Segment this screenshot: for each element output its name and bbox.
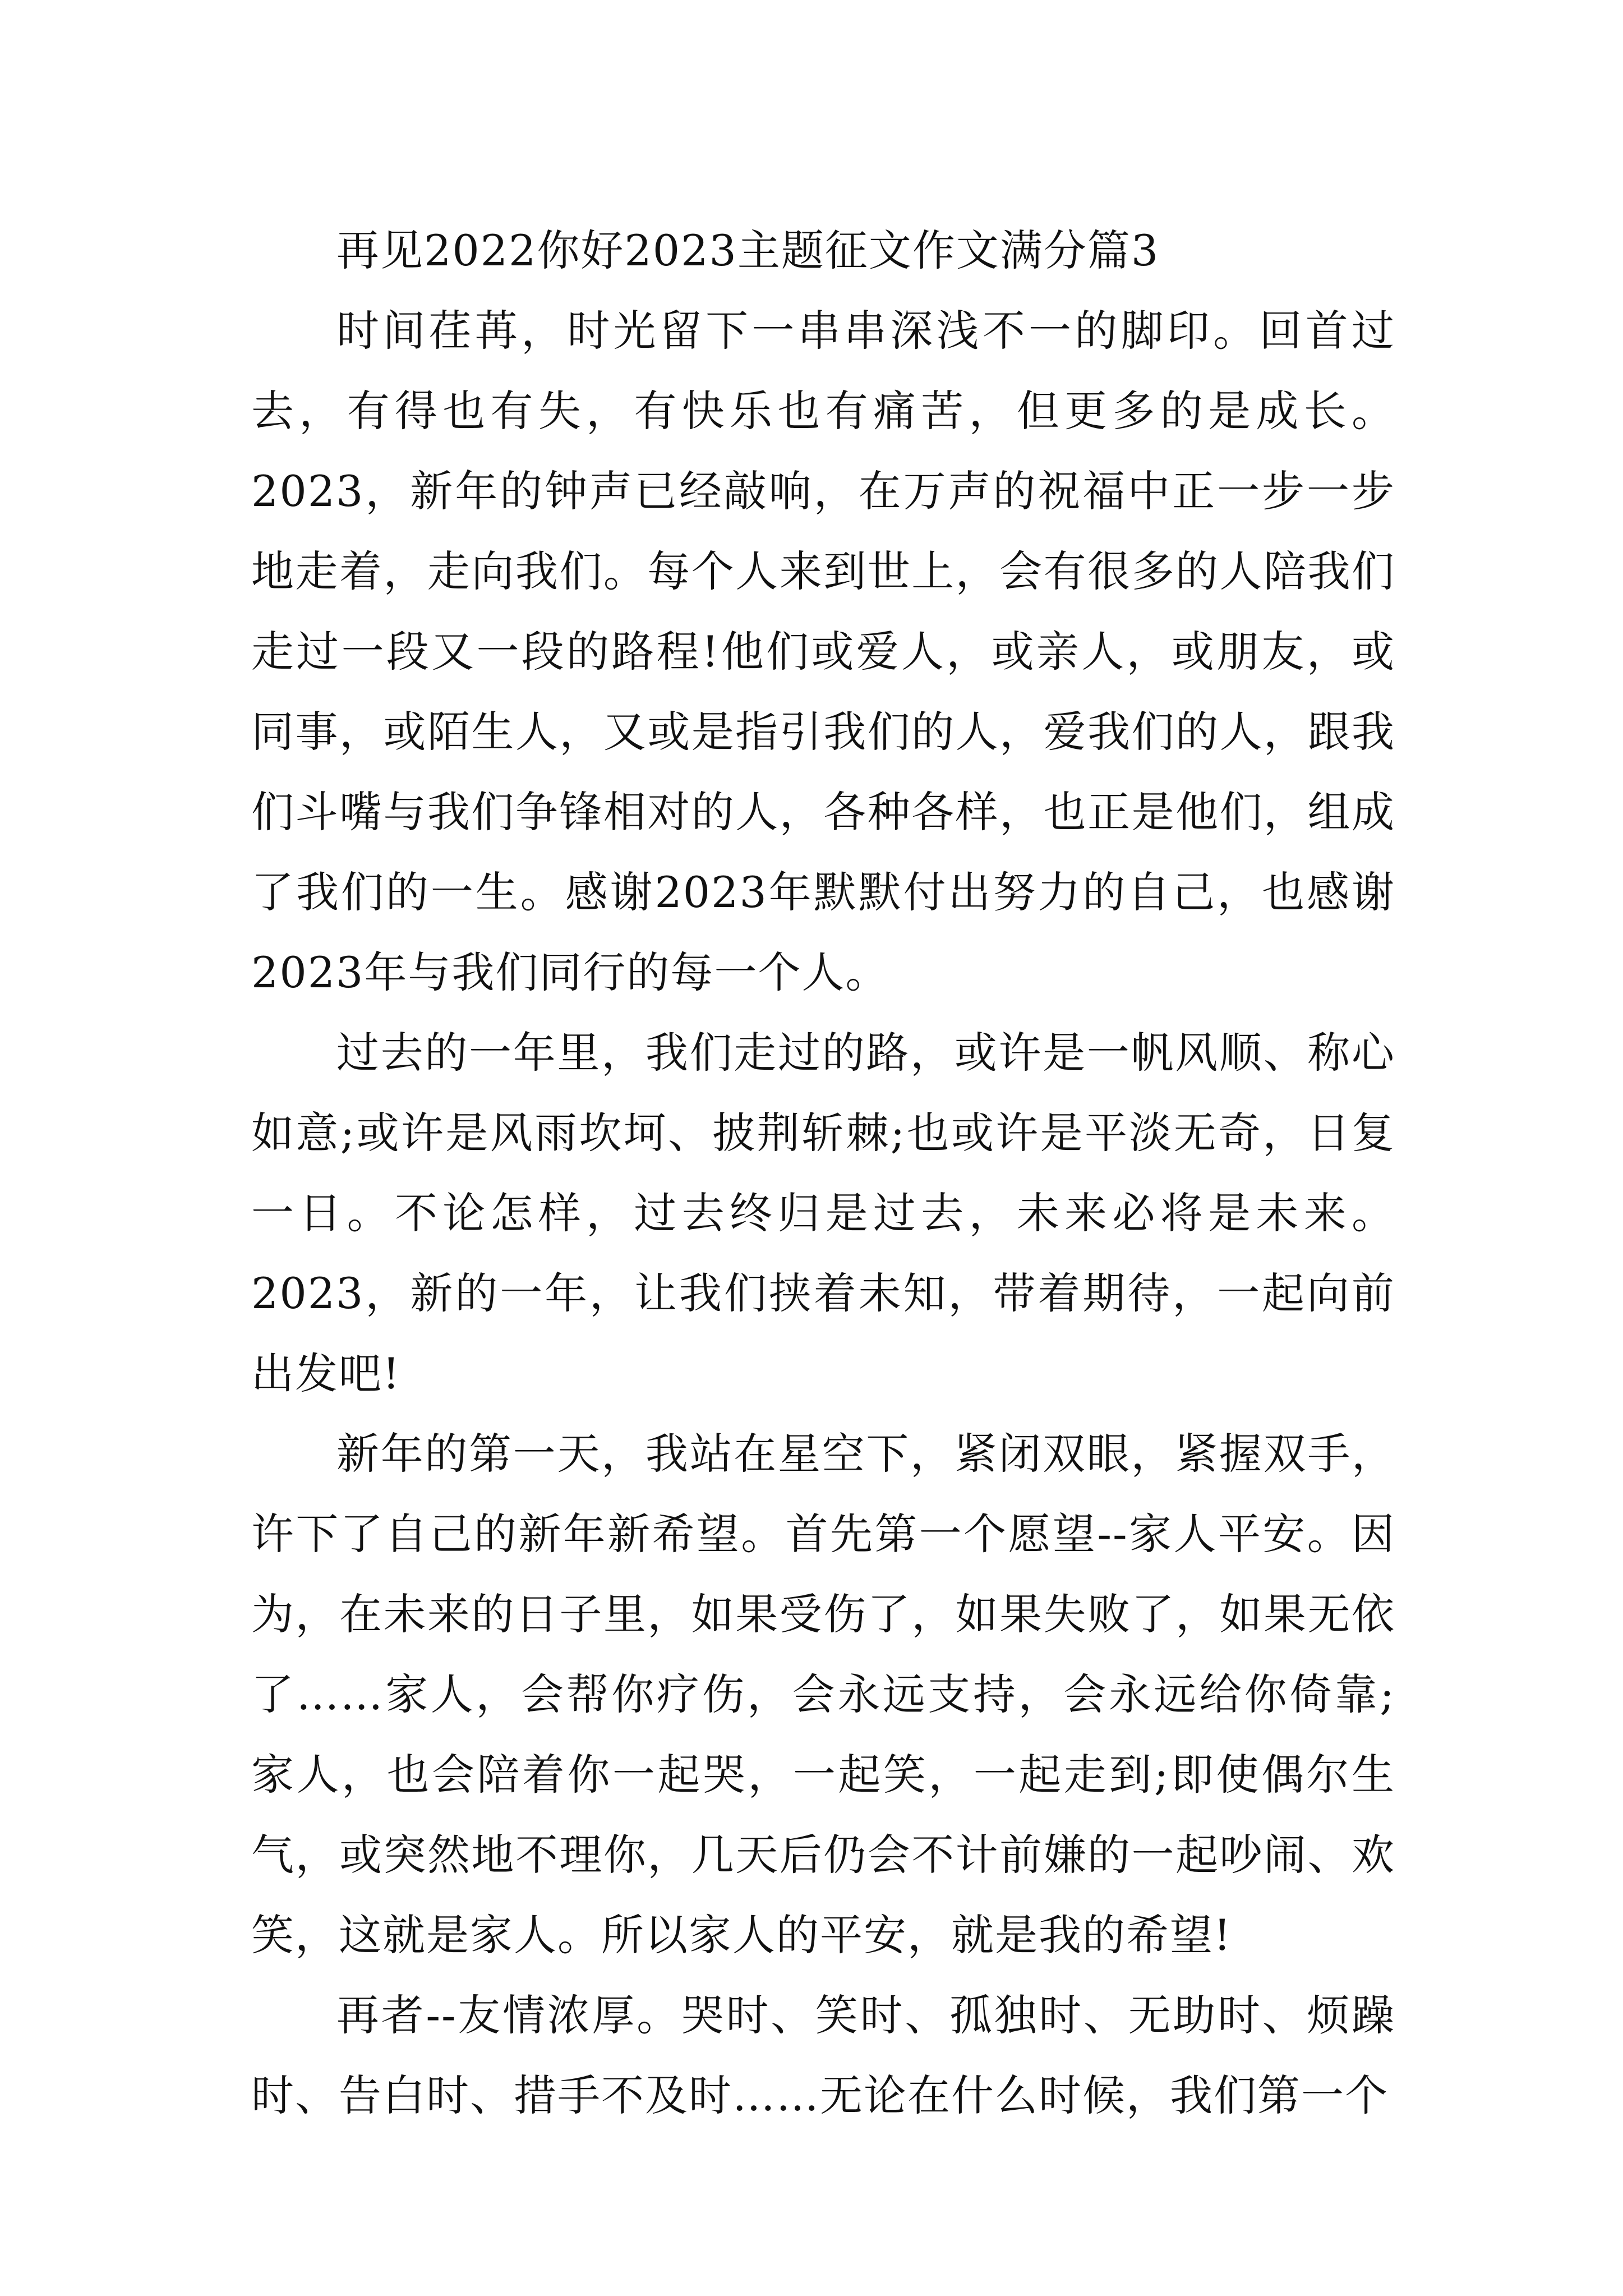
paragraph-3: 新年的第一天，我站在星空下，紧闭双眼，紧握双手，许下了自己的新年新希望。首先第一个愿望--家人平安。因为，在未来的日子里，如果受伤了，如果失败了，如果无依了……家人，会帮你疗伤，会永远支持，会永远给你倚靠;家人，也会陪着你一起哭，一起笑，一起走到;即使偶尔生气，或突然地不理你，几天后仍会不计前嫌的一起吵闹、欢笑，这就是家人。所以家人的平安，就是我的希望! — [251, 1429, 1395, 1960]
document-body — [251, 210, 1395, 2136]
paragraph-4: 再者--友情浓厚。哭时、笑时、孤独时、无助时、烦躁时、告白时、措手不及时……无论在什么时候，我们第一个 — [251, 1990, 1395, 2120]
paragraph-2: 过去的一年里，我们走过的路，或许是一帆风顺、称心如意;或许是风雨坎坷、披荆斩棘;也或许是平淡无奇，日复一日。不论怎样，过去终归是过去，未来必将是未来。2023，新的一年，让我们挟着未知，带着期待，一起向前出发吧! — [251, 1028, 1395, 1398]
document-title: 再见2022你好2023主题征文作文满分篇3 — [336, 226, 1160, 275]
paragraph-1: 时间荏苒，时光留下一串串深浅不一的脚印。回首过去，有得也有失，有快乐也有痛苦，但更多的是成长。2023，新年的钟声已经敲响，在万声的祝福中正一步一步地走着，走向我们。每个人来到世上，会有很多的人陪我们走过一段又一段的路程!他们或爱人，或亲人，或朋友，或同事，或陌生人，又或是指引我们的人，爱我们的人，跟我们斗嘴与我们争锋相对的人，各种各样，也正是他们，组成了我们的一生。感谢2023年默默付出努力的自己，也感谢2023年与我们同行的每一个人。 — [251, 306, 1395, 997]
